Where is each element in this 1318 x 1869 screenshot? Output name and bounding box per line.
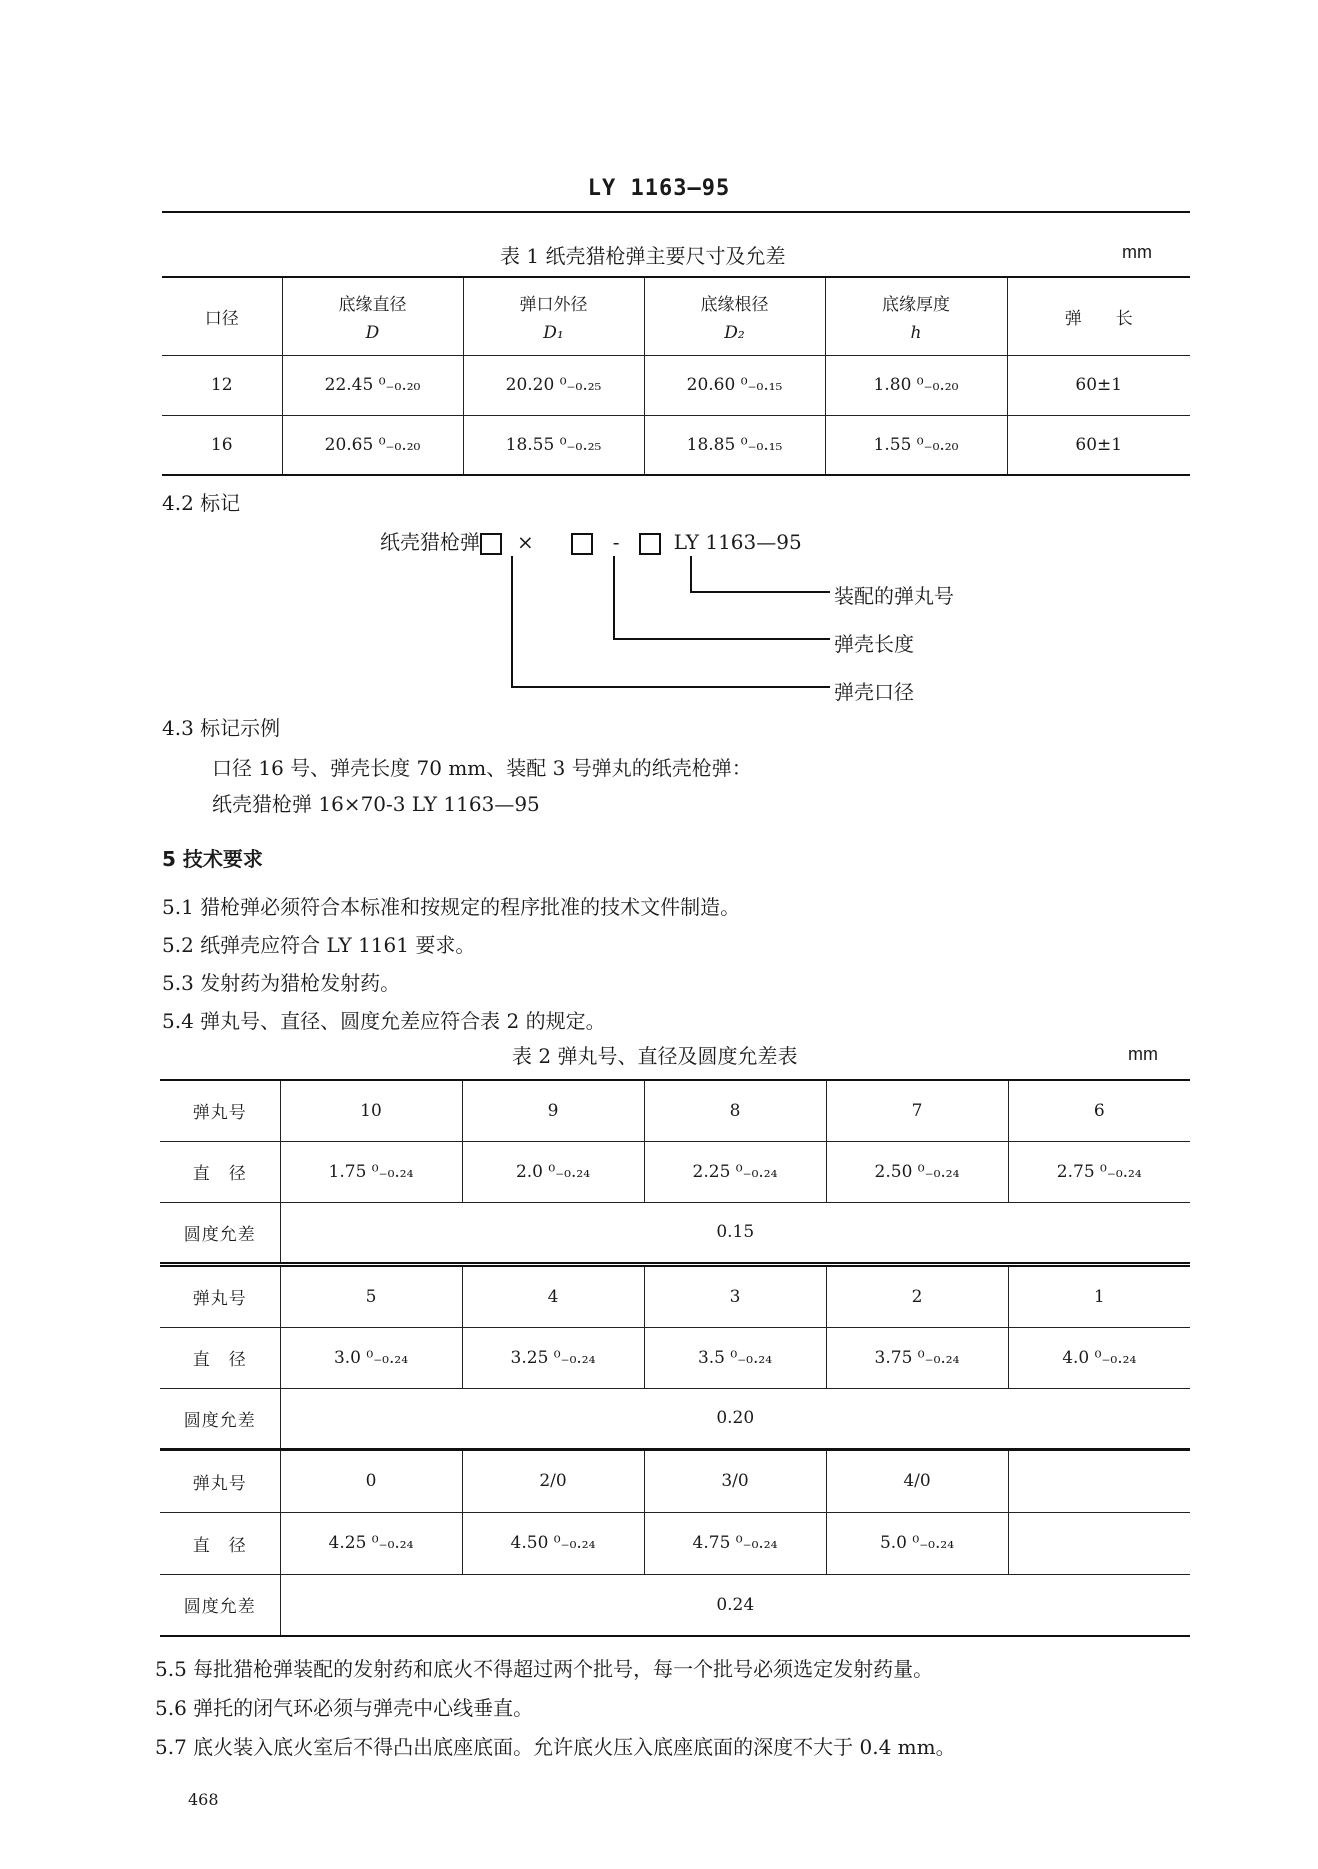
- connector-line: [690, 556, 692, 592]
- table1-cell: 18.55 ⁰₋₀.₂₅: [463, 415, 644, 475]
- diameter-cell: 5.0 ⁰₋₀.₂₄: [826, 1512, 1008, 1574]
- header-symbol: D₂: [724, 322, 745, 343]
- shot-number-cell: 8: [644, 1080, 826, 1141]
- table1-header-cell: [282, 277, 463, 355]
- requirement-5-1: 5.1 猎枪弹必须符合本标准和按规定的程序批准的技术文件制造。: [162, 895, 741, 919]
- header-name: 底缘厚度: [882, 294, 950, 315]
- diameter-row: [160, 1327, 1190, 1388]
- header-name: 底缘直径: [338, 294, 407, 315]
- marking-prefix: 纸壳猎枪弹: [380, 530, 480, 554]
- caliber-box: [480, 533, 502, 555]
- shot-number-row: [160, 1266, 1190, 1327]
- table1-cell: 22.45 ⁰₋₀.₂₀: [282, 355, 463, 415]
- standard-header: LY 1163—95: [587, 176, 731, 201]
- table2-unit: mm: [1128, 1044, 1158, 1064]
- roundness-cell: 0.15: [280, 1202, 1190, 1263]
- shot-number-cell: 0: [280, 1450, 462, 1512]
- requirement-5-6: 5.6 弹托的闭气环必须与弹壳中心线垂直。: [155, 1696, 534, 1720]
- requirement-5-7: 5.7 底火装入底火室后不得凸出底座底面。允许底火压入底座底面的深度不大于 0.4 mm。: [155, 1735, 956, 1759]
- header-name: 底缘根径: [700, 294, 769, 315]
- diameter-cell: 2.25 ⁰₋₀.₂₄: [644, 1141, 826, 1202]
- roundness-row: [160, 1388, 1190, 1449]
- row-label: 圆度允差: [160, 1202, 280, 1263]
- connector-line: [613, 638, 830, 640]
- table2-caption: 表 2 弹丸号、直径及圆度允差表: [512, 1044, 798, 1068]
- diameter-cell: 2.0 ⁰₋₀.₂₄: [462, 1141, 644, 1202]
- requirement-5-5: 5.5 每批猎枪弹装配的发射药和底火不得超过两个批号，每一个批号必须选定发射药量。: [155, 1657, 934, 1681]
- row-label: 圆度允差: [160, 1388, 280, 1449]
- diameter-cell: 3.25 ⁰₋₀.₂₄: [462, 1327, 644, 1388]
- diameter-cell: 3.0 ⁰₋₀.₂₄: [280, 1327, 462, 1388]
- header-symbol: h: [910, 322, 922, 343]
- row-label: 直 径: [160, 1141, 280, 1202]
- label-case-caliber: 弹壳口径: [834, 680, 914, 704]
- header-name: 口径: [204, 308, 239, 329]
- dash-symbol: -: [612, 530, 620, 554]
- row-label: 弹丸号: [160, 1080, 280, 1141]
- row-label: 直 径: [160, 1327, 280, 1388]
- shot-number-cell: 3/0: [644, 1450, 826, 1512]
- example-line-1: 口径 16 号、弹壳长度 70 mm、装配 3 号弹丸的纸壳枪弹：: [212, 756, 752, 780]
- header-symbol: D: [365, 322, 380, 343]
- shot-number-cell: 5: [280, 1266, 462, 1327]
- shot-number-cell: 10: [280, 1080, 462, 1141]
- table1-header-cell: [463, 277, 644, 355]
- times-symbol: ×: [516, 530, 534, 554]
- table1-header-cell: [644, 277, 825, 355]
- shot-number-cell: 7: [826, 1080, 1008, 1141]
- shot-number-cell: 6: [1008, 1080, 1190, 1141]
- row-label: 弹丸号: [160, 1450, 280, 1512]
- table1-cell: 1.80 ⁰₋₀.₂₀: [825, 355, 1007, 415]
- requirement-5-3: 5.3 发射药为猎枪发射药。: [162, 971, 401, 995]
- row-label: 直 径: [160, 1512, 280, 1574]
- table2-block-3: [160, 1449, 1190, 1637]
- diameter-cell: 4.75 ⁰₋₀.₂₄: [644, 1512, 826, 1574]
- roundness-row: [160, 1574, 1190, 1636]
- roundness-cell: 0.24: [280, 1574, 1190, 1636]
- diameter-row: [160, 1512, 1190, 1574]
- diameter-cell: 3.5 ⁰₋₀.₂₄: [644, 1327, 826, 1388]
- shot-number-cell: 3: [644, 1266, 826, 1327]
- marking-standard: LY 1163—95: [673, 530, 802, 554]
- row-label: 弹丸号: [160, 1266, 280, 1327]
- table1-cell: 1.55 ⁰₋₀.₂₀: [825, 415, 1007, 475]
- shot-number-row: [160, 1080, 1190, 1141]
- diameter-cell: 4.25 ⁰₋₀.₂₄: [280, 1512, 462, 1574]
- example-line-2: 纸壳猎枪弹 16×70-3 LY 1163—95: [212, 792, 540, 816]
- table1-cell: 18.85 ⁰₋₀.₁₅: [644, 415, 825, 475]
- section-4-2-title: 4.2 标记: [162, 491, 241, 515]
- shot-number-cell: 9: [462, 1080, 644, 1141]
- table1-caption: 表 1 纸壳猎枪弹主要尺寸及允差: [500, 244, 786, 268]
- table1-row: [162, 355, 1190, 415]
- marking-formula: [380, 526, 802, 555]
- table1-cell: 12: [162, 355, 282, 415]
- table1-cell: 20.65 ⁰₋₀.₂₀: [282, 415, 463, 475]
- label-case-length: 弹壳长度: [834, 632, 914, 656]
- shot-number-cell: 1: [1008, 1266, 1190, 1327]
- roundness-row: [160, 1202, 1190, 1263]
- table1-cell: 20.20 ⁰₋₀.₂₅: [463, 355, 644, 415]
- connector-line: [690, 591, 830, 593]
- table1-header-cell: [162, 277, 282, 355]
- header-name: 弹口外径: [519, 294, 588, 315]
- table1-unit: mm: [1122, 242, 1152, 262]
- shot-number-cell: 2: [826, 1266, 1008, 1327]
- length-box: [571, 533, 593, 555]
- header-symbol: D₁: [543, 322, 564, 343]
- diameter-cell: 2.50 ⁰₋₀.₂₄: [826, 1141, 1008, 1202]
- table1-header-cell: [825, 277, 1007, 355]
- connector-line: [511, 686, 830, 688]
- table1: [162, 276, 1190, 476]
- table2-block-2: [160, 1265, 1190, 1450]
- page-number: 468: [188, 1790, 219, 1809]
- header-rule: [162, 211, 1190, 213]
- table1-cell: 60±1: [1007, 415, 1190, 475]
- shot-number-box: [639, 533, 661, 555]
- table1-header-row: [162, 277, 1190, 355]
- diameter-cell: 1.75 ⁰₋₀.₂₄: [280, 1141, 462, 1202]
- shot-number-cell: 4/0: [826, 1450, 1008, 1512]
- header-name: 弹 长: [1064, 308, 1133, 329]
- shot-number-cell: 2/0: [462, 1450, 644, 1512]
- shot-number-cell: 4: [462, 1266, 644, 1327]
- section-5-title: 5 技术要求: [162, 847, 263, 871]
- diameter-row: [160, 1141, 1190, 1202]
- diameter-cell: 4.50 ⁰₋₀.₂₄: [462, 1512, 644, 1574]
- diameter-cell: 2.75 ⁰₋₀.₂₄: [1008, 1141, 1190, 1202]
- row-label: 圆度允差: [160, 1574, 280, 1636]
- shot-number-cell: [1008, 1450, 1190, 1512]
- diameter-cell: [1008, 1512, 1190, 1574]
- requirement-5-2: 5.2 纸弹壳应符合 LY 1161 要求。: [162, 933, 476, 957]
- table1-cell: 60±1: [1007, 355, 1190, 415]
- label-shot-number: 装配的弹丸号: [834, 584, 954, 608]
- section-4-3-title: 4.3 标记示例: [162, 716, 281, 740]
- diameter-cell: 3.75 ⁰₋₀.₂₄: [826, 1327, 1008, 1388]
- table1-cell: 20.60 ⁰₋₀.₁₅: [644, 355, 825, 415]
- diameter-cell: 4.0 ⁰₋₀.₂₄: [1008, 1327, 1190, 1388]
- requirement-5-4: 5.4 弹丸号、直径、圆度允差应符合表 2 的规定。: [162, 1009, 606, 1033]
- connector-line: [613, 556, 615, 639]
- connector-line: [511, 556, 513, 687]
- roundness-cell: 0.20: [280, 1388, 1190, 1449]
- shot-number-row: [160, 1450, 1190, 1512]
- table1-cell: 16: [162, 415, 282, 475]
- table2-block-1: [160, 1079, 1190, 1264]
- table1-header-cell: [1007, 277, 1190, 355]
- table1-row: [162, 415, 1190, 475]
